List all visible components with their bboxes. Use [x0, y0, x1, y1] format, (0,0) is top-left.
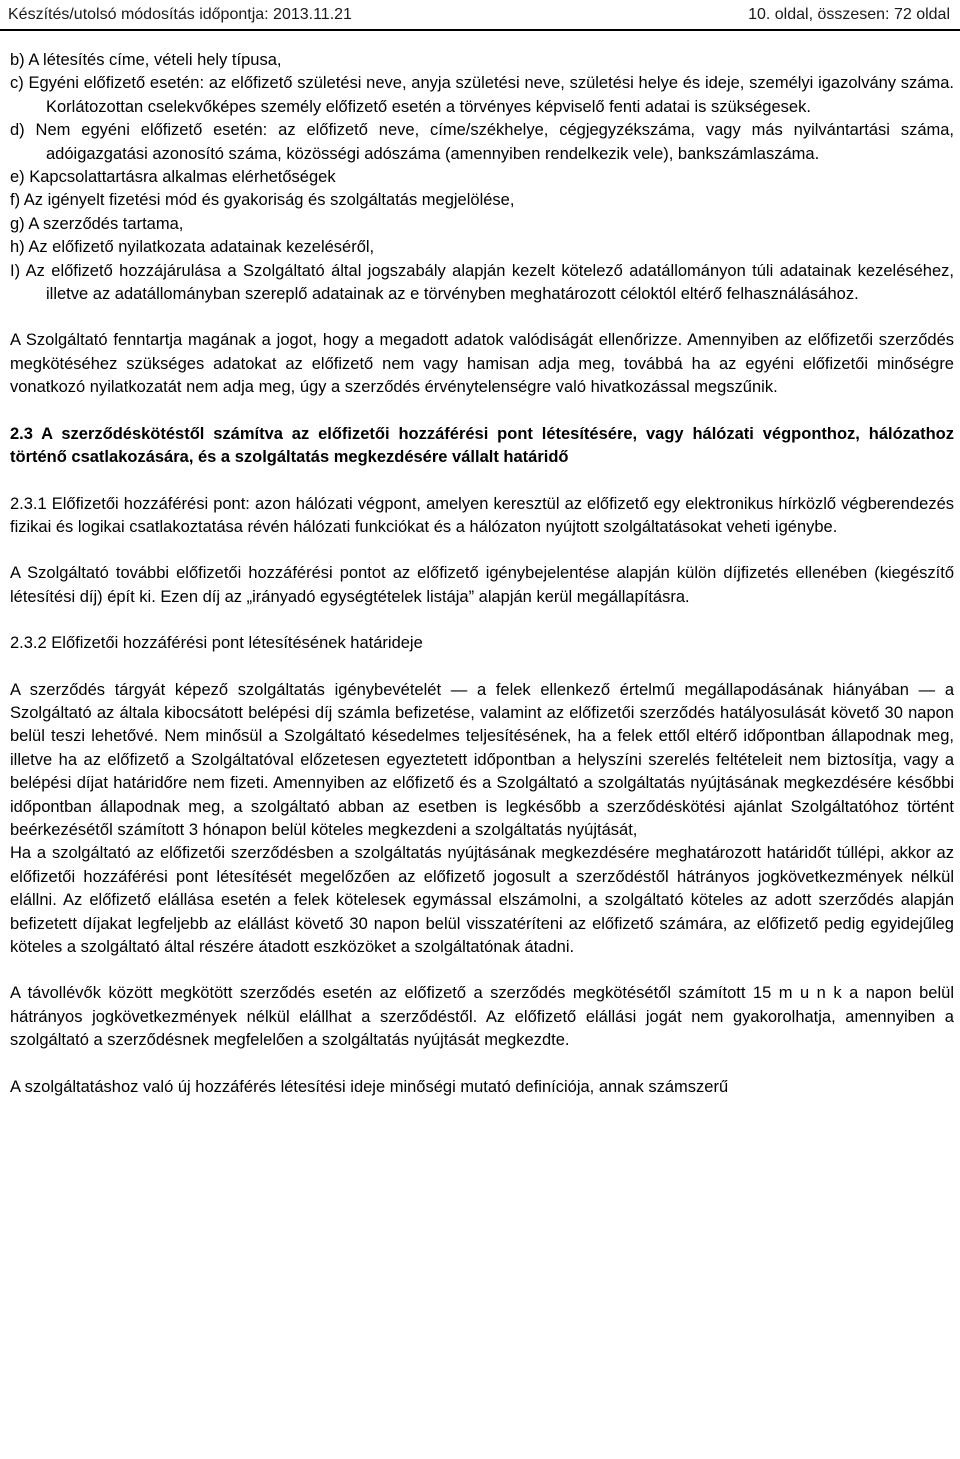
paragraph-data-verification: A Szolgáltató fenntartja magának a jogot, hogy a megadott adatok valódiságát ellenőrizze. Amennyiben az előfizetői szerződés megkötéséhez szükséges adatokat az előfizető nem vagy hamisan adja meg, továbbá ha az egyéni előfizetői minőségre vonatkozó nyilatkozatát nem adja meg, úgy a szerződés érvénytelenségre való hivatkozással megszűnik. [10, 331, 954, 397]
paragraph-additional-access-point: A Szolgáltató további előfizetői hozzáférési pontot az előfizető igénybejelentése alapján külön díjfizetés ellenében (kiegészítő létesítési díj) épít ki. Ezen díj az „irányadó egységtételek listája” alapján kerül megállapításra. [10, 564, 954, 606]
paragraph-2-3-1: 2.3.1 Előfizetői hozzáférési pont: azon hálózati végpont, amelyen keresztül az előfizető egy elektronikus hírközlő végberendezés fizikai és logikai csatlakoztatása révén hálózati funkciókat és a hálózaton nyújtott szolgáltatásokat veheti igénybe. [10, 494, 954, 536]
list-item-b: b) A létesítés címe, vételi hely típusa, [10, 51, 282, 69]
paragraph-deadline-exceeded: Ha a szolgáltató az előfizetői szerződésben a szolgáltatás nyújtásának megkezdésére meghatározott határidőt túllépi, akkor az előfizetői hozzáférési pont létesítését megelőzően az előfizető jogosult a szerződéstől hátrányos jogkövetkezmények nélkül elállni. Az előfizető elállása esetén a felek kötelesek egymással elszámolni, a szolgáltató köteles az adott szerződés alapján befizetett díjakat legfeljebb az elállást követő 30 napon belül visszatéríteni az előfizető számára, az előfizető pedig egyidejűleg köteles a szolgáltató által részére átadott eszközöket a szolgáltatónak átadni. [10, 844, 954, 956]
paragraph-service-start: A szerződés tárgyát képező szolgáltatás igénybevételét — a felek ellenkező értelmű megállapodásának hiányában — a Szolgáltató az általa kibocsátott belépési díj számla befizetése, valamint az előfizetői szerződés hatályosulását követő 30 napon belül teszi lehetővé. Nem minősül a Szolgáltató késedelmes teljesítésének, ha a felek ettől eltérő időpontban állapodnak meg, illetve ha az előfizető a Szolgáltatóval előzetesen egyeztetett időpontban a helyszíni szerelés feltételeit nem biztosítja, vagy a belépési díjat határidőre nem fizeti. Amennyiben az előfizető és a Szolgáltató a szolgáltatás nyújtásának megkezdésére későbbi időpontban állapodnak meg, a szolgáltató abban az esetben is legkésőbb a szerződéskötési ajánlat Szolgáltatóhoz történt beérkezésétől számított 3 hónapon belül köteles megkezdeni a szolgáltatás nyújtását, [10, 680, 954, 839]
section-heading-2-3: 2.3 A szerződéskötéstől számítva az előfizetői hozzáférési pont létesítésére, vagy hálózati végponthoz, hálózathoz történő csatlakozására, és a szolgáltatás megkezdésére vállalt határidő [10, 424, 954, 467]
page-counter: 10. oldal, összesen: 72 oldal [748, 6, 950, 23]
section-heading-2-3-2: 2.3.2 Előfizetői hozzáférési pont létesítésének határideje [10, 634, 423, 653]
list-item-e: e) Kapcsolattartásra alkalmas elérhetőségek [10, 168, 336, 187]
data-list [10, 49, 954, 306]
list-item-f: f) Az igényelt fizetési mód és gyakoriság és szolgáltatás megjelölése, [10, 191, 515, 210]
list-item-d: d) Nem egyéni előfizető esetén: az előfizető neve, címe/székhelye, cégjegyzékszáma, vagy más nyilvántartási száma, adóigazgatási azonosító száma, közösségi adószáma (amennyiben rendelkezik vele), bankszámlaszáma. [10, 121, 954, 163]
paragraph-quality-indicator: A szolgáltatáshoz való új hozzáférés létesítési ideje minőségi mutató definíciója, annak számszerű [10, 1077, 729, 1096]
list-item-c: c) Egyéni előfizető esetén: az előfizető születési neve, anyja születési neve, születési helye és ideje, személyi igazolvány száma. Korlátozottan cselekvőképes személy előfizető esetén a törvényes képviselő fenti adatai is szükségesek. [10, 74, 954, 116]
list-item-i: I) Az előfizető hozzájárulása a Szolgáltató által jogszabály alapján kezelt kötelező adatállományon túli adatainak kezeléséhez, illetve az adatállományban szereplő adatainak az e törvényben meghatározott céloktól eltérő felhasználásához. [10, 261, 954, 304]
page-header [0, 0, 960, 31]
paragraph-distance-contract: A távollévők között megkötött szerződés esetén az előfizető a szerződés megkötésétől számított 15 m u n k a napon belül hátrányos jogkövetkezmények nélkül elállhat a szerződéstől. Az előfizető elállási jogát nem gyakorolhatja, amennyiben a szolgáltató a szerződésnek megfelelően a szolgáltatás nyújtását megkezdte. [10, 984, 954, 1050]
list-item-h: h) Az előfizető nyilatkozata adatainak kezeléséről, [10, 238, 375, 257]
document-body [10, 49, 954, 1099]
list-item-g: g) A szerződés tartama, [10, 214, 184, 233]
document-date: Készítés/utolsó módosítás időpontja: 2013.11.21 [8, 6, 352, 23]
